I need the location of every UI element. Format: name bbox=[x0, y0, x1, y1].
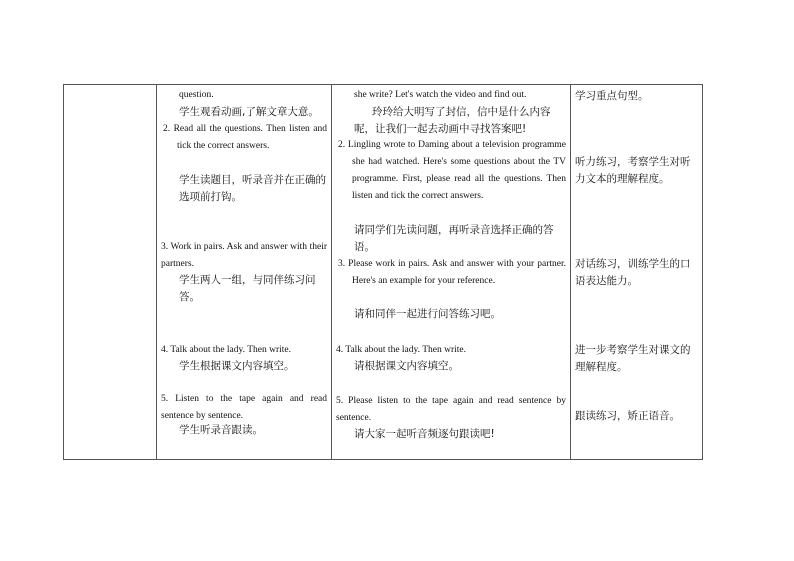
table-row bbox=[64, 85, 703, 460]
stage-cell bbox=[64, 85, 157, 460]
student-b-zh: 学生读题目，听录音并在正确的选项前打钩。 bbox=[179, 174, 326, 203]
purpose-e: 跟读练习，矫正语音。 bbox=[575, 410, 680, 422]
student-activity-cell bbox=[157, 85, 332, 460]
student-e-zh: 学生听录音跟读。 bbox=[179, 424, 263, 436]
teacher-c-zh: 请和同伴一起进行问答练习吧。 bbox=[354, 308, 501, 320]
purpose-a: 学习重点句型。 bbox=[575, 90, 649, 102]
design-purpose-cell bbox=[571, 85, 703, 460]
purpose-d: 进一步考察学生对课文的理解程度。 bbox=[575, 344, 691, 373]
student-b-en: 2. Read all the questions. Then listen and tick the correct answers. bbox=[163, 124, 327, 151]
purpose-b: 听力练习，考察学生对听力文本的理解程度。 bbox=[575, 156, 691, 185]
student-a-en: question. bbox=[179, 90, 214, 100]
teacher-activity-cell bbox=[332, 85, 571, 460]
teacher-c-en: 3. Please work in pairs. Ask and answer with your partner. Here's an example for your reference. bbox=[338, 259, 566, 286]
student-e-en: 5. Listen to the tape again and read sentence by sentence. bbox=[161, 394, 327, 421]
teacher-b-zh: 请同学们先读问题，再听录音选择正确的答语。 bbox=[354, 224, 554, 253]
teacher-a-en: she write? Let's watch the video and find out. bbox=[354, 90, 527, 100]
lesson-plan-table bbox=[63, 84, 703, 460]
teacher-d-zh: 请根据课文内容填空。 bbox=[354, 360, 459, 372]
purpose-c: 对话练习，训练学生的口语表达能力。 bbox=[575, 258, 691, 287]
student-d-en: 4. Talk about the lady. Then write. bbox=[161, 345, 292, 355]
teacher-a-zh: 玲玲给大明写了封信，信中是什么内容呢，让我们一起去动画中寻找答案吧! bbox=[354, 106, 551, 135]
teacher-d-en: 4. Talk about the lady. Then write. bbox=[336, 345, 467, 355]
student-a-zh: 学生观看动画,了解文章大意。 bbox=[179, 106, 319, 118]
teacher-e-zh: 请大家一起听音频逐句跟读吧! bbox=[354, 428, 495, 440]
student-c-en: 3. Work in pairs. Ask and answer with their partners. bbox=[161, 242, 327, 269]
student-c-zh: 学生两人一组，与同伴练习问答。 bbox=[179, 274, 316, 303]
teacher-b-en: 2. Lingling wrote to Daming about a television programme she had watched. Here's some questions about the TV programme. First, please read all the questions. Then listen and tick the correct answers. bbox=[338, 140, 566, 201]
student-d-zh: 学生根据课文内容填空。 bbox=[179, 360, 295, 372]
teacher-e-en: 5. Please listen to the tape again and read sentence by sentence. bbox=[336, 396, 566, 423]
